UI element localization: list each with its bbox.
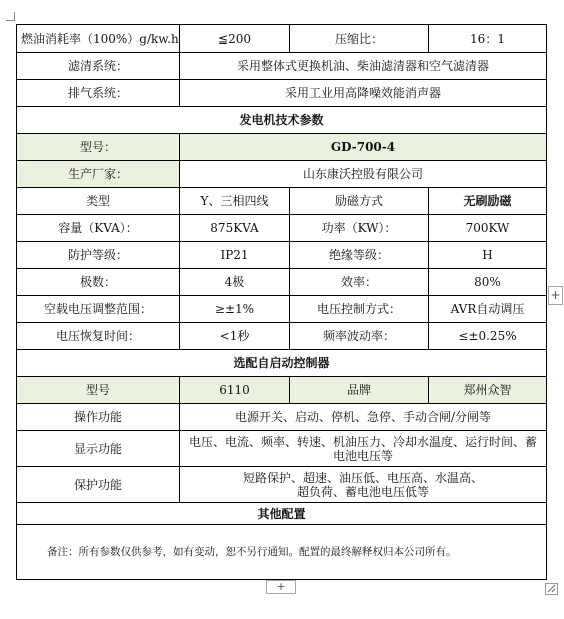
table-row (17, 323, 547, 350)
protect-value: 短路保护、超速、油压低、电压高、水温高、超负荷、蓄电池电压低等 (180, 467, 547, 503)
recovery-value: <1秒 (180, 323, 290, 350)
table-row (17, 525, 547, 580)
generator-model-value: GD-700-4 (180, 134, 547, 161)
voltage-ctrl-label: 电压控制方式： (290, 296, 429, 323)
compression-value: 16：1 (429, 25, 547, 53)
table-row (17, 25, 547, 53)
spec-table (16, 24, 547, 580)
brand-value: 郑州众智 (429, 377, 547, 404)
maker-value: 山东康沃控股有限公司 (180, 161, 547, 188)
voltage-adj-label: 空载电压调整范围： (17, 296, 180, 323)
note-text: 备注：所有参数仅供参考，如有变动，恕不另行通知。配置的最终解释权归本公司所有。 (17, 525, 547, 580)
exhaust-value: 采用工业用高降噪效能消声器 (180, 80, 547, 107)
operation-label: 操作功能 (17, 404, 180, 431)
capacity-label: 容量（KVA）： (17, 215, 180, 242)
controller-section-title: 选配自启动控制器 (17, 350, 547, 377)
table-row (17, 296, 547, 323)
fuel-value: ≦200 (180, 25, 290, 53)
table-row (17, 242, 547, 269)
protect-label: 保护功能 (17, 467, 180, 503)
controller-model-value: 6110 (180, 377, 290, 404)
poles-label: 极数： (17, 269, 180, 296)
generator-model-label: 型号： (17, 134, 180, 161)
type-label: 类型 (17, 188, 180, 215)
insulation-value: H (429, 242, 547, 269)
fuel-label: 燃油消耗率（100%）g/kw.h (17, 25, 180, 53)
display-label: 显示功能 (17, 431, 180, 467)
operation-value: 电源开关、启动、停机、急停、手动合闸/分闸等 (180, 404, 547, 431)
table-row (17, 467, 547, 503)
table-row (17, 269, 547, 296)
generator-section-title: 发电机技术参数 (17, 107, 547, 134)
freq-label: 频率波动率： (290, 323, 429, 350)
display-value: 电压、电流、频率、转速、机油压力、冷却水温度、运行时间、蓄电池电压等 (180, 431, 547, 467)
corner-mark-top-left (6, 12, 15, 21)
table-row (17, 377, 547, 404)
table-resize-handle[interactable] (545, 580, 558, 592)
recovery-label: 电压恢复时间： (17, 323, 180, 350)
table-row (17, 188, 547, 215)
capacity-value: 875KVA (180, 215, 290, 242)
type-value: Y、三相四线 (180, 188, 290, 215)
table-row (17, 107, 547, 134)
table-row (17, 404, 547, 431)
insulation-label: 绝缘等级： (290, 242, 429, 269)
voltage-ctrl-value: AVR自动调压 (429, 296, 547, 323)
freq-value: ≤±0.25% (429, 323, 547, 350)
table-row (17, 161, 547, 188)
voltage-adj-value: ≥±1% (180, 296, 290, 323)
add-column-button[interactable]: + (548, 286, 563, 305)
table-row (17, 503, 547, 525)
protection-value: IP21 (180, 242, 290, 269)
poles-value: 4极 (180, 269, 290, 296)
maker-label: 生产厂家： (17, 161, 180, 188)
efficiency-label: 效率： (290, 269, 429, 296)
table-row (17, 215, 547, 242)
filter-label: 滤清系统： (17, 53, 180, 80)
protection-label: 防护等级： (17, 242, 180, 269)
other-section-title: 其他配置 (17, 503, 547, 525)
power-value: 700KW (429, 215, 547, 242)
controller-model-label: 型号 (17, 377, 180, 404)
table-row (17, 80, 547, 107)
power-label: 功率（KW）： (290, 215, 429, 242)
efficiency-value: 80% (429, 269, 547, 296)
excitation-label: 励磁方式 (290, 188, 429, 215)
table-row (17, 350, 547, 377)
table-row (17, 431, 547, 467)
compression-label: 压缩比： (290, 25, 429, 53)
table-row (17, 53, 547, 80)
resize-icon (545, 583, 558, 595)
brand-label: 品牌 (290, 377, 429, 404)
exhaust-label: 排气系统： (17, 80, 180, 107)
table-row (17, 134, 547, 161)
add-row-button[interactable]: + (266, 580, 296, 594)
excitation-value: 无刷励磁 (429, 188, 547, 215)
filter-value: 采用整体式更换机油、柴油滤清器和空气滤清器 (180, 53, 547, 80)
